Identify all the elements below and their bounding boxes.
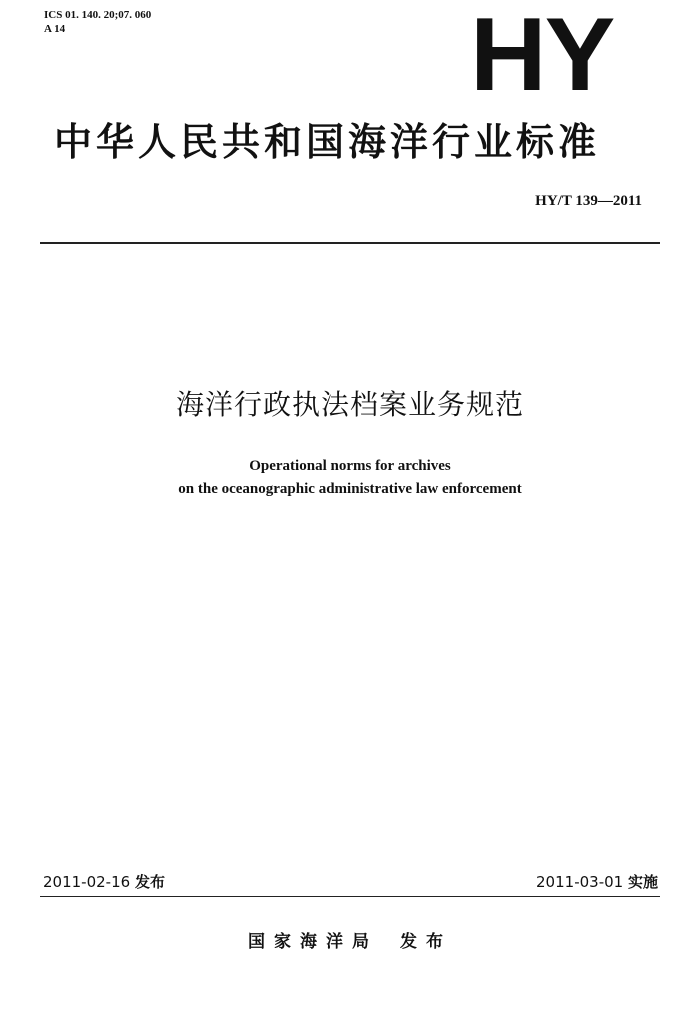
issue-date-label: 发布 xyxy=(134,873,165,891)
english-title-line-2: on the oceanographic administrative law enforcement xyxy=(178,481,522,497)
implementation-date-label: 实施 xyxy=(627,873,658,891)
classification-codes xyxy=(44,8,151,36)
issue-date xyxy=(43,872,165,892)
ccs-code: A 14 xyxy=(44,23,66,35)
publisher-action: 发布 xyxy=(400,932,452,952)
standard-category-title: 中华人民共和国海洋行业标准 xyxy=(54,120,601,164)
document-title-english xyxy=(0,455,700,501)
implementation-date xyxy=(536,872,658,892)
hy-logo: HY xyxy=(470,0,614,110)
english-title-line-1: Operational norms for archives xyxy=(249,458,451,474)
issue-date-value: 2011-02-16 xyxy=(43,873,131,891)
ics-code: ICS 01. 140. 20;07. 060 xyxy=(44,9,152,21)
header-divider xyxy=(40,242,660,244)
document-title-chinese: 海洋行政执法档案业务规范 xyxy=(175,388,524,421)
publisher-organization: 国家海洋局 xyxy=(248,932,378,952)
implementation-date-value: 2011-03-01 xyxy=(536,873,624,891)
standard-number: HY/T 139—2011 xyxy=(535,193,642,209)
footer-divider xyxy=(40,896,660,897)
publisher-line xyxy=(0,930,700,954)
